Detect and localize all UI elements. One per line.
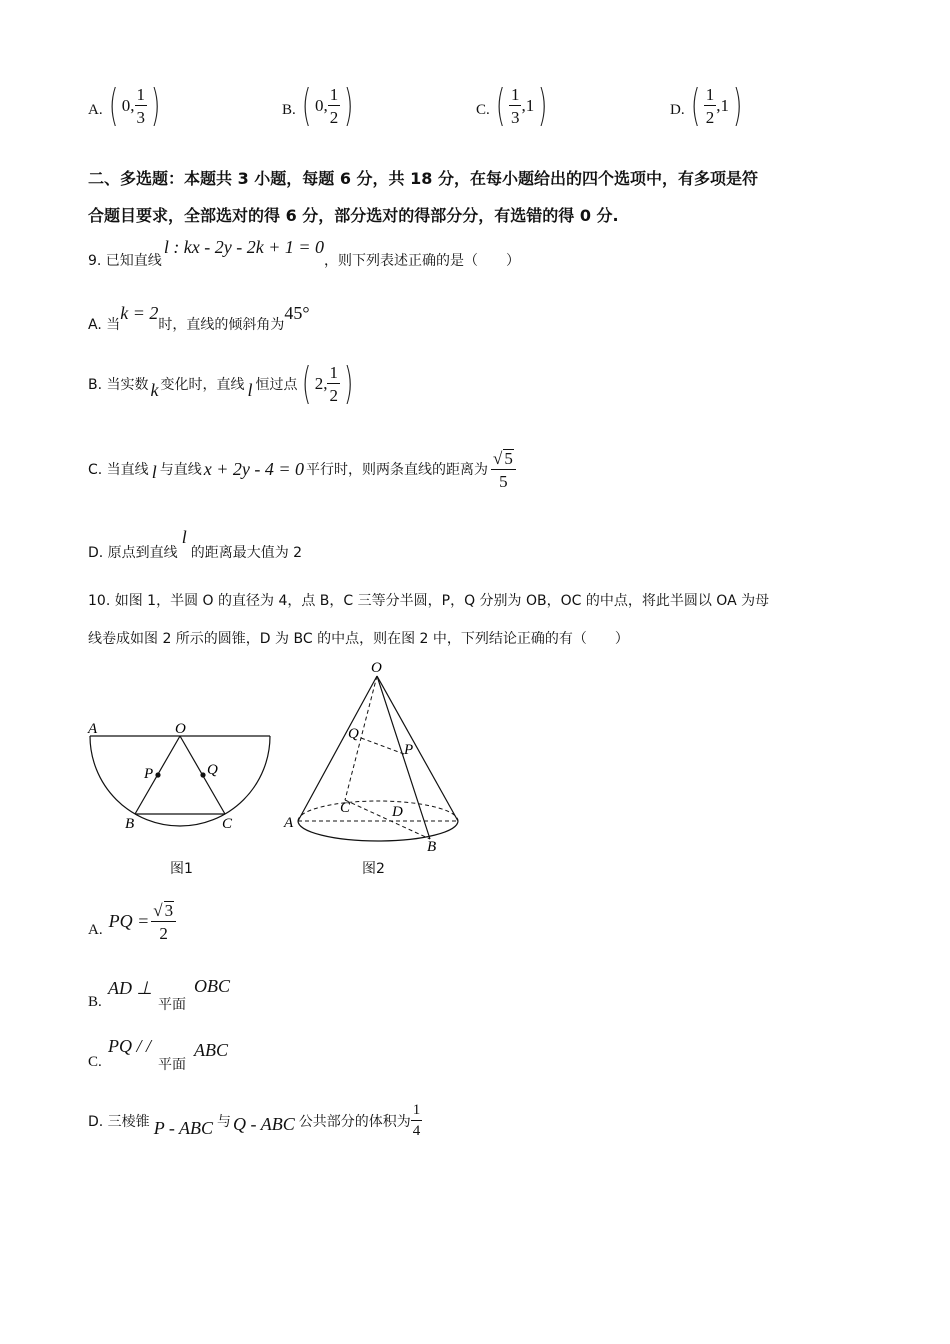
q10-stem-line1: 10. 如图 1，半圆 O 的直径为 4，点 B，C 三等分半圆，P，Q 分别为 OB，OC 的中点，将此半圆以 OA 为母 bbox=[88, 593, 770, 609]
q9-a-angle: 45° bbox=[284, 303, 310, 323]
q10-d-prefix: D. 三棱锥 bbox=[88, 1114, 150, 1130]
q10-b-plane: 平面 bbox=[158, 997, 186, 1013]
q9-d-prefix: D. 原点到直线 bbox=[88, 545, 178, 561]
point-q-dot bbox=[200, 772, 205, 777]
label-b: B bbox=[427, 839, 437, 855]
interval-right: 1 bbox=[525, 96, 535, 115]
left-paren: ( bbox=[301, 358, 311, 409]
left-paren: ( bbox=[301, 80, 312, 131]
base-front-arc bbox=[298, 821, 458, 841]
section-heading-line2: 合题目要求，全部选对的得 6 分，部分选对的得部分分，有选错的得 0 分. bbox=[88, 206, 619, 225]
left-paren: ( bbox=[495, 80, 506, 131]
left-paren: ( bbox=[690, 80, 700, 131]
generatrix-oa bbox=[298, 676, 377, 821]
numerator: 1 bbox=[411, 1103, 423, 1121]
label-p: P bbox=[404, 742, 414, 758]
q10-c-plane: 平面 bbox=[158, 1057, 186, 1073]
label-a: A bbox=[88, 721, 98, 737]
fraction bbox=[328, 86, 341, 126]
q9-a-math: k = 2 bbox=[120, 303, 159, 323]
q9-b-mid: 变化时，直线 bbox=[160, 377, 245, 393]
q9-c-mid2: 平行时，则两条直线的距离为 bbox=[305, 462, 488, 478]
option-label: A. bbox=[88, 101, 103, 118]
figure2-caption: 图2 bbox=[362, 861, 385, 877]
q9-b-prefix: B. 当实数 bbox=[88, 377, 149, 393]
right-paren: ) bbox=[344, 80, 354, 131]
denominator: 3 bbox=[136, 108, 146, 127]
label-o: O bbox=[175, 721, 186, 737]
denominator: 5 bbox=[499, 471, 508, 491]
sqrt-radicand: 3 bbox=[164, 900, 174, 920]
left-paren: ( bbox=[108, 80, 118, 131]
fraction bbox=[509, 86, 522, 126]
label-q: Q bbox=[207, 762, 218, 778]
q9-b-mid2: 恒过点 bbox=[255, 377, 298, 393]
interval-content: 0 , $\frac{1}{2}$ bbox=[314, 85, 339, 127]
label-q: Q bbox=[348, 726, 359, 742]
point-p-dot bbox=[155, 772, 160, 777]
q8-option-a bbox=[88, 80, 164, 132]
q9-a-mid: 时，直线的倾斜角为 bbox=[158, 317, 285, 333]
option-label: B. bbox=[88, 994, 102, 1010]
q9-c-prefix: C. 当直线 bbox=[88, 462, 149, 478]
point-x: 2, bbox=[314, 374, 328, 393]
q9-c-mid: 与直线 bbox=[159, 462, 202, 478]
interval-right: 1 bbox=[720, 96, 730, 115]
right-paren: ) bbox=[343, 358, 354, 409]
denominator: 2 bbox=[705, 108, 715, 127]
numerator: 1 bbox=[329, 85, 339, 104]
q10-d-mid2: 公共部分的体积为 bbox=[298, 1114, 411, 1130]
q10-option-d bbox=[88, 1098, 422, 1144]
q10-d-mid: 与 bbox=[217, 1114, 232, 1130]
right-paren: ) bbox=[732, 80, 743, 131]
numerator: 1 bbox=[705, 85, 715, 104]
right-paren: ) bbox=[150, 80, 161, 131]
numerator: 1 bbox=[136, 85, 146, 104]
interval-content: $\frac{1}{3}$ , 1 bbox=[510, 85, 535, 127]
figure1-semicircle bbox=[80, 714, 280, 834]
denominator: 2 bbox=[329, 108, 339, 127]
q9-stem-suffix: ，则下列表述正确的是（ ） bbox=[324, 253, 521, 269]
segment-cb bbox=[345, 800, 430, 839]
numerator: √ 3 bbox=[151, 901, 176, 922]
figure2-cone bbox=[280, 656, 470, 856]
base-back-arc bbox=[298, 801, 458, 821]
numerator: 1 bbox=[329, 363, 338, 382]
right-paren: ) bbox=[538, 80, 548, 131]
denominator: 2 bbox=[329, 386, 338, 405]
q8-option-b bbox=[282, 80, 357, 132]
q9-option-a bbox=[88, 298, 310, 334]
q9-stem bbox=[88, 238, 520, 272]
denominator: 3 bbox=[510, 108, 520, 127]
fraction bbox=[135, 86, 148, 126]
semicircle-arc bbox=[90, 736, 270, 826]
fraction bbox=[327, 364, 340, 404]
q9-equation: l : kx - 2y - 2k + 1 = 0 bbox=[163, 237, 325, 257]
label-p: P bbox=[144, 766, 154, 782]
denominator: 2 bbox=[159, 923, 168, 943]
q10-b-math: AD ⊥ bbox=[108, 978, 153, 998]
interval-content: 0 , $\frac{1}{3}$ bbox=[121, 85, 146, 127]
interval-left: 0 bbox=[121, 96, 131, 115]
label-o: O bbox=[371, 660, 382, 676]
q9-a-prefix: A. 当 bbox=[88, 317, 121, 333]
option-label: B. bbox=[282, 101, 296, 118]
interval-content: $\frac{1}{2}$ , 1 bbox=[705, 85, 730, 127]
fraction bbox=[704, 86, 717, 126]
q9-b-var: k bbox=[150, 379, 159, 400]
option-label: C. bbox=[88, 1054, 102, 1070]
figure1-caption: 图1 bbox=[170, 861, 193, 877]
section-heading-line1: 二、多选题：本题共 3 小题，每题 6 分，共 18 分，在每小题给出的四个选项中，有多项是符 bbox=[88, 169, 758, 188]
numerator: √ 5 bbox=[491, 449, 516, 470]
q10-option-a bbox=[88, 894, 176, 948]
q10-stem-line2: 线卷成如图 2 所示的圆锥，D 为 BC 的中点，则在图 2 中，下列结论正确的有（ ） bbox=[88, 631, 629, 647]
q10-c-math2: ABC bbox=[194, 1040, 228, 1060]
q9-option-c bbox=[88, 442, 516, 496]
fraction bbox=[151, 901, 176, 942]
q9-option-b bbox=[88, 358, 357, 410]
fraction bbox=[491, 449, 516, 490]
q10-a-math: PQ = bbox=[108, 910, 150, 931]
numerator: 1 bbox=[510, 85, 520, 104]
label-d: D bbox=[392, 804, 403, 820]
option-label: A. bbox=[88, 921, 103, 938]
label-c: C bbox=[340, 800, 351, 816]
option-label: C. bbox=[476, 101, 490, 118]
q9-d-suffix: 的距离最大值为 2 bbox=[190, 545, 303, 561]
fraction bbox=[411, 1103, 423, 1139]
interval-left: 0 bbox=[314, 96, 324, 115]
q10-b-math2: OBC bbox=[194, 976, 230, 996]
q9-c-var: l bbox=[151, 461, 157, 482]
label-c: C bbox=[222, 816, 233, 832]
q8-option-c bbox=[476, 80, 551, 132]
denominator: 4 bbox=[412, 1123, 421, 1139]
q9-d-var: l bbox=[181, 527, 187, 547]
label-a: A bbox=[284, 815, 294, 831]
q10-d-math1: P - ABC bbox=[153, 1117, 214, 1138]
q9-stem-prefix: 9. 已知直线 bbox=[88, 253, 162, 269]
option-label: D. bbox=[670, 101, 685, 118]
q10-c-math: PQ / / bbox=[108, 1036, 151, 1056]
q9-c-eq: x + 2y - 4 = 0 bbox=[203, 458, 304, 479]
point-content bbox=[315, 364, 340, 404]
sqrt-radicand: 5 bbox=[504, 448, 513, 468]
q8-option-d bbox=[670, 80, 746, 132]
q9-b-var2: l bbox=[247, 379, 253, 400]
label-b: B bbox=[125, 816, 135, 832]
q9-option-d bbox=[88, 526, 302, 562]
q10-d-math2: Q - ABC bbox=[233, 1113, 295, 1134]
